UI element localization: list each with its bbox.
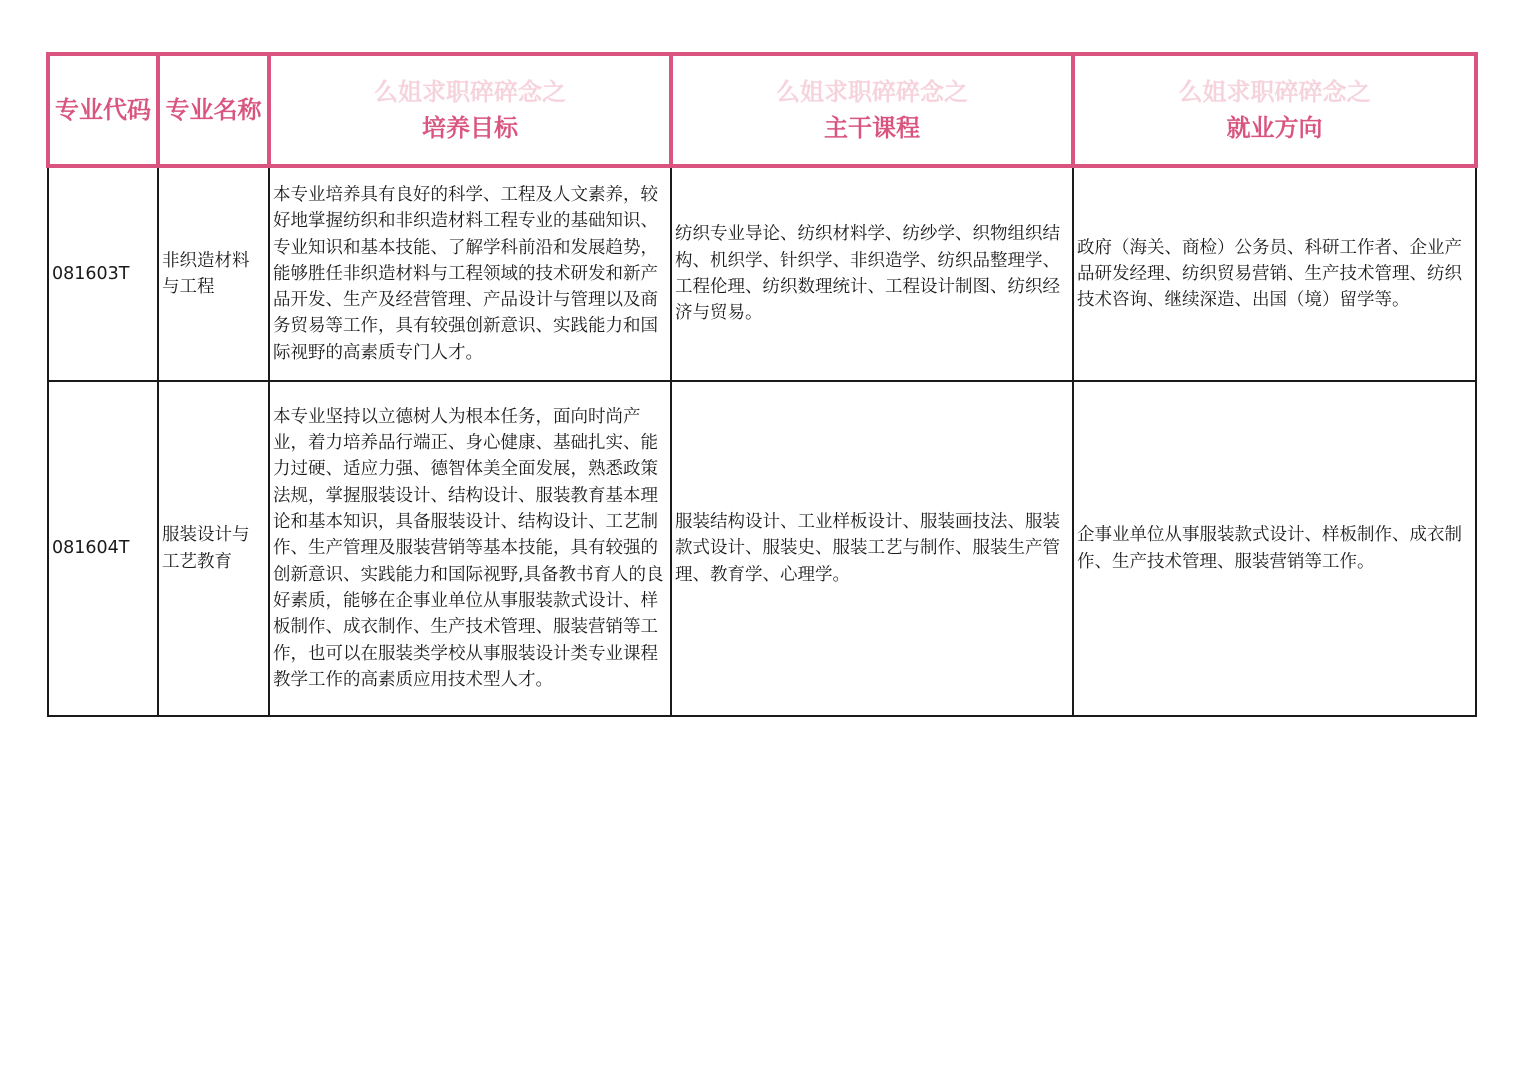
header-career-direction: [1073, 54, 1476, 166]
cell-training-goal: 本专业培养具有良好的科学、工程及人文素养，较好地掌握纺织和非织造材料工程专业的基础知识、专业知识和基本技能、了解学科前沿和发展趋势，能够胜任非织造材料与工程领域的技术研发和新产品开发、生产及经营管理、产品设计与管理以及商务贸易等工作，具有较强创新意识、实践能力和国际视野的高素质专门人才。: [269, 166, 671, 381]
cell-training-goal: 本专业坚持以立德树人为根本任务，面向时尚产业，着力培养品行端正、身心健康、基础扎实、能力过硬、适应力强、德智体美全面发展，熟悉政策法规，掌握服装设计、结构设计、服装教育基本理论和基本知识，具备服装设计、结构设计、工艺制作、生产管理及服装营销等基本技能，具有较强的创新意识、实践能力和国际视野,具备教书育人的良好素质，能够在企事业单位从事服装款式设计、样板制作、成衣制作、生产技术管理、服装营销等工作，也可以在服装类学校从事服装设计类专业课程教学工作的高素质应用技术型人才。: [269, 381, 671, 716]
header-career-direction-label: 就业方向: [1226, 114, 1323, 142]
cell-main-courses: 服装结构设计、工业样板设计、服装画技法、服装款式设计、服装史、服装工艺与制作、服装生产管理、教育学、心理学。: [671, 381, 1073, 716]
cell-main-courses: 纺织专业导论、纺织材料学、纺纱学、织物组织结构、机织学、针织学、非织造学、纺织品整理学、工程伦理、纺织数理统计、工程设计制图、纺织经济与贸易。: [671, 166, 1073, 381]
header-watermark: 么姐求职碎碎念之: [374, 78, 566, 106]
cell-major-code: 081604T: [48, 381, 158, 716]
table-body: [48, 166, 1476, 716]
cell-career-direction: 政府（海关、商检）公务员、科研工作者、企业产品研发经理、纺织贸易营销、生产技术管理、纺织技术咨询、继续深造、出国（境）留学等。: [1073, 166, 1476, 381]
header-row: [48, 54, 1476, 166]
table-header: [48, 54, 1476, 166]
header-main-courses-label: 主干课程: [824, 114, 920, 142]
table-row: [48, 381, 1476, 716]
table-row: [48, 166, 1476, 381]
header-watermark: 么姐求职碎碎念之: [1178, 78, 1371, 106]
header-major-name: 专业名称: [158, 54, 269, 166]
cell-major-code: 081603T: [48, 166, 158, 381]
header-major-code: 专业代码: [48, 54, 158, 166]
majors-table: [46, 52, 1478, 717]
header-training-goal: [269, 54, 671, 166]
cell-major-name: 服装设计与工艺教育: [158, 381, 269, 716]
cell-career-direction: 企事业单位从事服装款式设计、样板制作、成衣制作、生产技术管理、服装营销等工作。: [1073, 381, 1476, 716]
header-main-courses: [671, 54, 1073, 166]
header-watermark: 么姐求职碎碎念之: [776, 78, 968, 106]
cell-major-name: 非织造材料与工程: [158, 166, 269, 381]
header-training-goal-label: 培养目标: [422, 114, 518, 142]
